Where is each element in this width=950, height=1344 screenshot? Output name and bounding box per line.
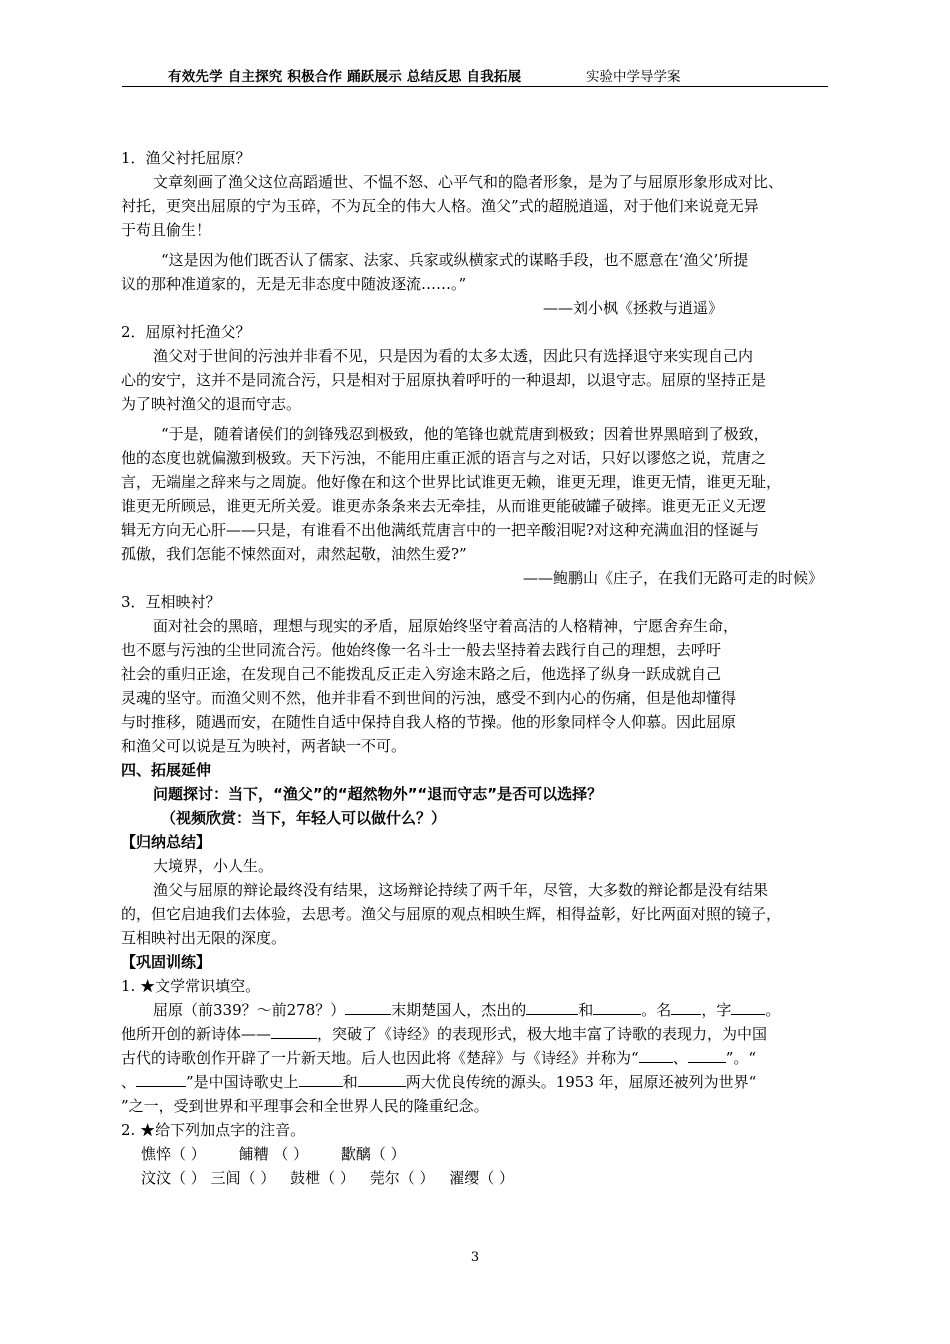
pinyin-item: 莞尔（ ） bbox=[369, 1169, 435, 1187]
paragraph: 互相映衬出无限的深度。 bbox=[121, 929, 287, 947]
section-1-title: 1．渔父衬托屈原？ bbox=[121, 149, 251, 167]
paragraph: 面对社会的黑暗，理想与现实的矛盾，屈原始终坚守着高洁的人格精神，宁愿舍弃生命， bbox=[153, 617, 739, 635]
pinyin-item: 歠醨（ ） bbox=[340, 1145, 406, 1163]
document-body bbox=[121, 140, 833, 1190]
quote: 孤傲，我们怎能不悚然面对，肃然起敬，油然生爱?” bbox=[121, 545, 467, 563]
paragraph: 渔父与屈原的辩论最终没有结果，这场辩论持续了两千年，尽管，大多数的辩论都是没有结果 bbox=[153, 881, 769, 899]
quote: 辑无方向无心肝——只是，有谁看不出他满纸荒唐言中的一把辛酸泪呢?对这种充满血泪的怪诞与 bbox=[121, 521, 760, 539]
section-4-title: 四、拓展延伸 bbox=[121, 761, 212, 779]
quote: “于是，随着诸侯们的剑锋残忍到极致，他的笔锋也就荒唐到极致；因着世界黑暗到了极致， bbox=[161, 425, 769, 443]
pinyin-item: 汶汶（ ） bbox=[141, 1169, 206, 1187]
paragraph: 与时推移，随遇而安，在随性自适中保持自我人格的节操。他的形象同样令人仰慕。因此屈原 bbox=[121, 713, 737, 731]
pinyin-item: 餔糟 （ ） bbox=[238, 1145, 309, 1163]
blank[interactable] bbox=[136, 1071, 186, 1087]
quote: 谁更无所顾忌，谁更无所关爱。谁更赤条条来去无牵挂，从而谁更能破罐子破摔。谁更无正义无逻 bbox=[121, 497, 767, 515]
pinyin-item: 鼓枻（ ） bbox=[290, 1169, 355, 1187]
fill-line-3: 古代的诗歌创作开辟了一片新天地。后人也因此将《楚辞》与《诗经》并称为“ 、 ”。“ bbox=[121, 1049, 757, 1067]
blank[interactable] bbox=[299, 1071, 343, 1087]
blank[interactable] bbox=[639, 1047, 673, 1063]
paragraph: 灵魂的坚守。而渔父则不然，他并非看不到世间的污浊，感受不到内心的伤痛，但是他却懂得 bbox=[121, 689, 737, 707]
quote: 言，无端崖之辞来与之周旋。他好像在和这个世界比试谁更无赖，谁更无理，谁更无情，谁更无耻， bbox=[121, 473, 782, 491]
quote: 议的那种准道家的，无是无非态度中随波逐流……。” bbox=[121, 275, 467, 293]
paragraph: 也不愿与污浊的尘世同流合污。他始终像一名斗士一般去坚持着去践行自己的理想，去呼吁 bbox=[121, 641, 722, 659]
blank[interactable] bbox=[358, 1071, 406, 1087]
quote: “这是因为他们既否认了儒家、法家、兵家或纵横家式的谋略手段，也不愿意在‘渔父’所提 bbox=[161, 251, 749, 269]
practice-title: 【巩固训练】 bbox=[121, 953, 212, 971]
paragraph: 的，但它启迪我们去体验，去思考。渔父与屈原的观点相映生辉，相得益彰，好比两面对照的镜子， bbox=[121, 905, 782, 923]
summary-line: 大境界，小人生。 bbox=[153, 857, 274, 875]
paragraph: 渔父对于世间的污浊并非看不见，只是因为看的太多太透，因此只有选择退守来实现自己内 bbox=[153, 347, 754, 365]
blank[interactable] bbox=[345, 999, 391, 1015]
paragraph: 文章刻画了渔父这位高蹈遁世、不愠不怒、心平气和的隐者形象，是为了与屈原形象形成对比、 bbox=[153, 173, 784, 191]
fill-line-4: 、 ”是中国诗歌史上 和 两大优良传统的源头。1953 年，屈原还被列为世界“ bbox=[121, 1073, 757, 1091]
quote: 他的态度也就偏激到极致。天下污浊，不能用庄重正派的语言与之对话，只好以谬悠之说，荒唐之 bbox=[121, 449, 767, 467]
fill-line-1: 屈原（前339？～前278？） 末期楚国人，杰出的 和 。名 ，字 。 bbox=[153, 1001, 781, 1019]
summary-title: 【归纳总结】 bbox=[121, 833, 212, 851]
question-2: 2. ★给下列加点字的注音。 bbox=[121, 1121, 306, 1139]
paragraph: 为了映衬渔父的退而守志。 bbox=[121, 395, 302, 413]
page-header bbox=[122, 62, 828, 87]
section-2-title: 2．屈原衬托渔父？ bbox=[121, 323, 251, 341]
paragraph: 衬托，更突出屈原的宁为玉碎，不为瓦全的伟大人格。渔父”式的超脱逍遥，对于他们来说竟无异 bbox=[121, 197, 759, 215]
citation: ——刘小枫《拯救与逍遥》 bbox=[542, 299, 723, 317]
header-school: 实验中学导学案 bbox=[586, 69, 681, 85]
page-number: 3 bbox=[470, 1250, 480, 1265]
pinyin-item: 濯缨（ ） bbox=[449, 1169, 515, 1187]
pinyin-row-1 bbox=[121, 1142, 833, 1166]
discussion-question: 问题探讨：当下，“渔父”的“超然物外”“退而守志”是否可以选择？ bbox=[153, 785, 603, 803]
blank[interactable] bbox=[731, 999, 765, 1015]
pinyin-item: 憔悴（ ） bbox=[141, 1145, 206, 1163]
header-motto: 有效先学 自主探究 积极合作 踊跃展示 总结反思 自我拓展 bbox=[168, 69, 522, 85]
pinyin-item: 三闾（ ） bbox=[210, 1169, 276, 1187]
question-1: 1. ★文学常识填空。 bbox=[121, 977, 261, 995]
section-3-title: 3．互相映衬？ bbox=[121, 593, 221, 611]
blank[interactable] bbox=[688, 1047, 726, 1063]
blank[interactable] bbox=[671, 999, 701, 1015]
citation: ——鲍鹏山《庄子，在我们无路可走的时候》 bbox=[522, 569, 823, 587]
fill-line-5: ”之一，受到世界和平理事会和全世界人民的隆重纪念。 bbox=[121, 1097, 489, 1115]
paragraph: 心的安宁，这并不是同流合污，只是相对于屈原执着呼吁的一种退却，以退守志。屈原的坚持正是 bbox=[121, 371, 767, 389]
paragraph: 于苟且偷生！ bbox=[121, 221, 212, 239]
blank[interactable] bbox=[593, 999, 641, 1015]
fill-line-2: 他所开创的新诗体—— ，突破了《诗经》的表现形式，极大地丰富了诗歌的表现力，为中国 bbox=[121, 1025, 768, 1043]
paragraph: 社会的重归正途，在发现自己不能拨乱反正走入穷途末路之后，他选择了纵身一跃成就自己 bbox=[121, 665, 722, 683]
blank[interactable] bbox=[526, 999, 578, 1015]
paragraph: 和渔父可以说是互为映衬，两者缺一不可。 bbox=[121, 737, 407, 755]
blank[interactable] bbox=[271, 1023, 317, 1039]
pinyin-row-2 bbox=[121, 1166, 833, 1190]
video-note: （视频欣赏：当下，年轻人可以做什么？） bbox=[161, 809, 447, 827]
